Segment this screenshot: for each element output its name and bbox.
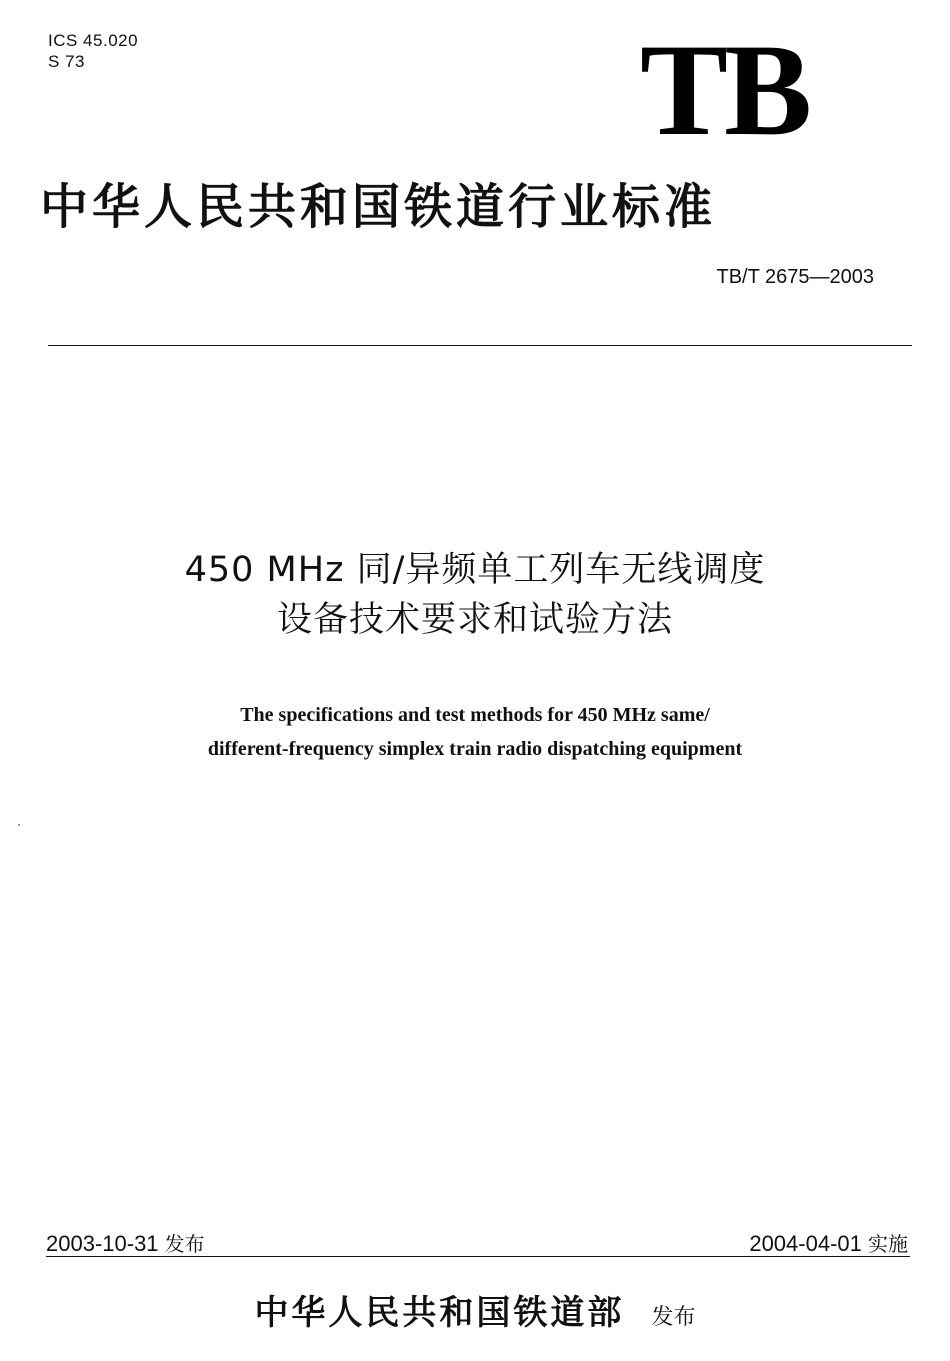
scan-speck	[18, 824, 20, 826]
chinese-title	[0, 545, 950, 645]
tb-logo: TB	[640, 16, 809, 163]
publisher-organization: 中华人民共和国铁道部	[254, 1293, 625, 1333]
publisher-line	[0, 1285, 950, 1334]
implementation-label: 实施	[868, 1232, 908, 1256]
english-title	[0, 698, 950, 766]
english-title-line-2: different-frequency simplex train radio dispatching equipment	[207, 738, 743, 760]
chinese-title-line-1: 450 MHz 同/异频单工列车无线调度	[184, 550, 766, 590]
classification-codes	[48, 30, 138, 72]
issue-date-block	[46, 1228, 205, 1257]
implementation-date-block	[749, 1228, 908, 1257]
class-code: S 73	[48, 52, 85, 71]
chinese-title-line-2: 设备技术要求和试验方法	[276, 600, 673, 640]
english-title-line-1: The specifications and test methods for 450 MHz same/	[240, 704, 710, 726]
ics-code: ICS 45.020	[48, 31, 139, 50]
publisher-action: 发布	[651, 1305, 696, 1330]
issue-label: 发布	[164, 1232, 205, 1256]
top-divider	[48, 345, 912, 346]
standard-category-title: 中华人民共和国铁道行业标准	[40, 179, 717, 235]
bottom-divider	[46, 1256, 910, 1257]
standard-number: TB/T 2675—2003	[716, 266, 874, 288]
issue-date: 2003-10-31	[46, 1231, 159, 1256]
implementation-date: 2004-04-01	[749, 1231, 862, 1256]
